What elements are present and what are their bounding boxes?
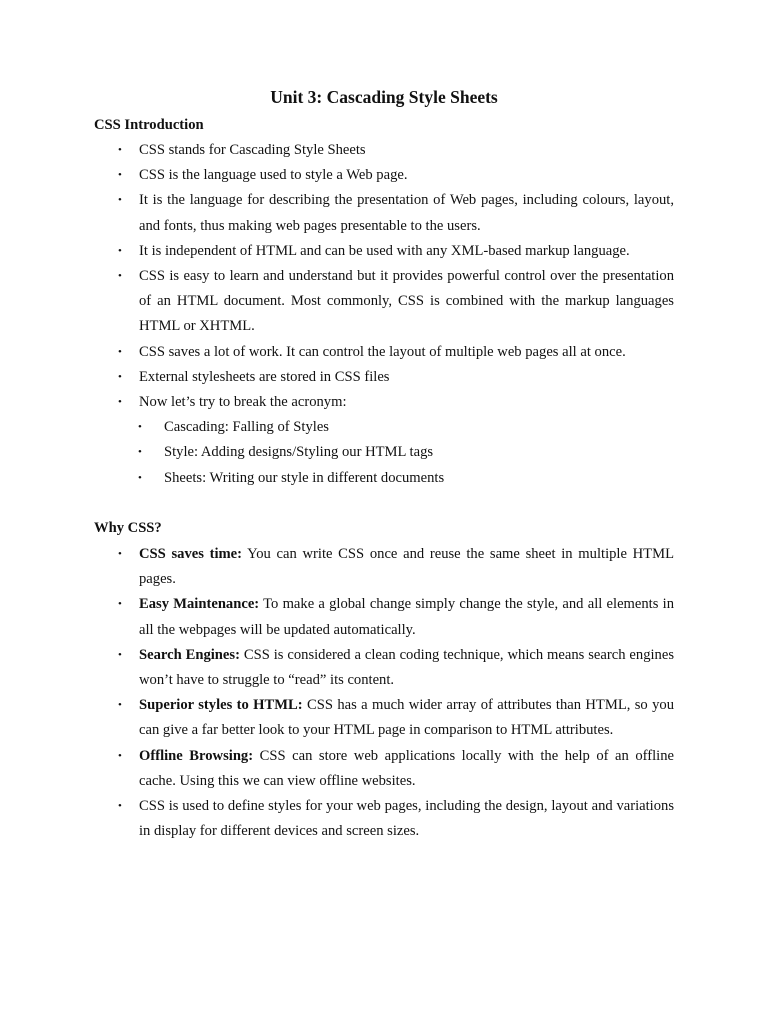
bullet-icon: • bbox=[118, 749, 122, 762]
list-item: • It is the language for describing the presentation of Web pages, including colours, layout, and fonts, thus making web pages presentable to the users. bbox=[94, 188, 674, 238]
list-item: • CSS saves time: You can write CSS once and reuse the same sheet in multiple HTML pages. bbox=[94, 542, 674, 592]
bullet-icon: • bbox=[138, 446, 142, 459]
list-item: • Search Engines: CSS is considered a clean coding technique, which means search engines won’t have to struggle to “read” its content. bbox=[94, 643, 674, 693]
item-lead: Offline Browsing: bbox=[139, 747, 254, 764]
section-heading-why-css: Why CSS? bbox=[94, 520, 162, 536]
why-css-list bbox=[94, 542, 674, 844]
sub-list-item: • Cascading: Falling of Styles bbox=[94, 415, 674, 440]
bullet-icon: • bbox=[118, 169, 122, 182]
bullet-icon: • bbox=[138, 471, 142, 484]
item-lead: CSS saves time: bbox=[139, 546, 243, 562]
list-item: • Easy Maintenance: To make a global change simply change the style, and all elements in all the webpages will be updated automatically. bbox=[94, 592, 674, 642]
bullet-icon: • bbox=[118, 598, 122, 611]
bullet-icon: • bbox=[118, 370, 122, 383]
list-item: • Superior styles to HTML: CSS has a much wider array of attributes than HTML, so you can give a far better look to your HTML page in comparison to HTML attributes. bbox=[94, 693, 674, 743]
bullet-icon: • bbox=[118, 144, 122, 156]
list-item: • CSS is used to define styles for your web pages, including the design, layout and variations in display for different devices and screen sizes. bbox=[94, 794, 674, 844]
bullet-icon: • bbox=[118, 194, 122, 207]
bullet-icon: • bbox=[118, 699, 122, 712]
item-lead: Superior styles to HTML: bbox=[139, 697, 303, 714]
bullet-icon: • bbox=[138, 421, 142, 434]
bullet-icon: • bbox=[118, 800, 122, 813]
item-lead: Search Engines: bbox=[139, 646, 240, 663]
list-item: • CSS is easy to learn and understand but it provides powerful control over the presentation of an HTML document. Most commonly, CSS is combined with the markup languages HTML or XHTML. bbox=[94, 264, 674, 340]
sub-list-item: • Sheets: Writing our style in different documents bbox=[94, 466, 674, 491]
bullet-icon: • bbox=[118, 648, 122, 661]
bullet-icon: • bbox=[118, 270, 122, 283]
bullet-icon: • bbox=[118, 345, 122, 358]
list-item: • CSS is the language used to style a Web page. bbox=[94, 163, 674, 188]
list-item: • CSS stands for Cascading Style Sheets bbox=[94, 138, 674, 163]
list-item: • Offline Browsing: CSS can store web applications locally with the help of an offline cache. Using this we can view offline websites. bbox=[94, 744, 674, 794]
list-item: • It is independent of HTML and can be used with any XML-based markup language. bbox=[94, 239, 674, 264]
bullet-icon: • bbox=[118, 244, 122, 257]
item-lead: Easy Maintenance: bbox=[139, 596, 260, 613]
page-title: Unit 3: Cascading Style Sheets bbox=[270, 87, 498, 107]
list-item: • CSS saves a lot of work. It can control the layout of multiple web pages all at once. bbox=[94, 340, 674, 365]
bullet-icon: • bbox=[118, 396, 122, 409]
list-item: • Now let’s try to break the acronym: bbox=[94, 390, 674, 415]
sub-list-item: • Style: Adding designs/Styling our HTML tags bbox=[94, 440, 674, 465]
list-item: • External stylesheets are stored in CSS files bbox=[94, 365, 674, 390]
bullet-icon: • bbox=[118, 548, 122, 560]
css-introduction-list bbox=[94, 138, 674, 491]
section-heading-css-introduction: CSS Introduction bbox=[94, 117, 204, 133]
